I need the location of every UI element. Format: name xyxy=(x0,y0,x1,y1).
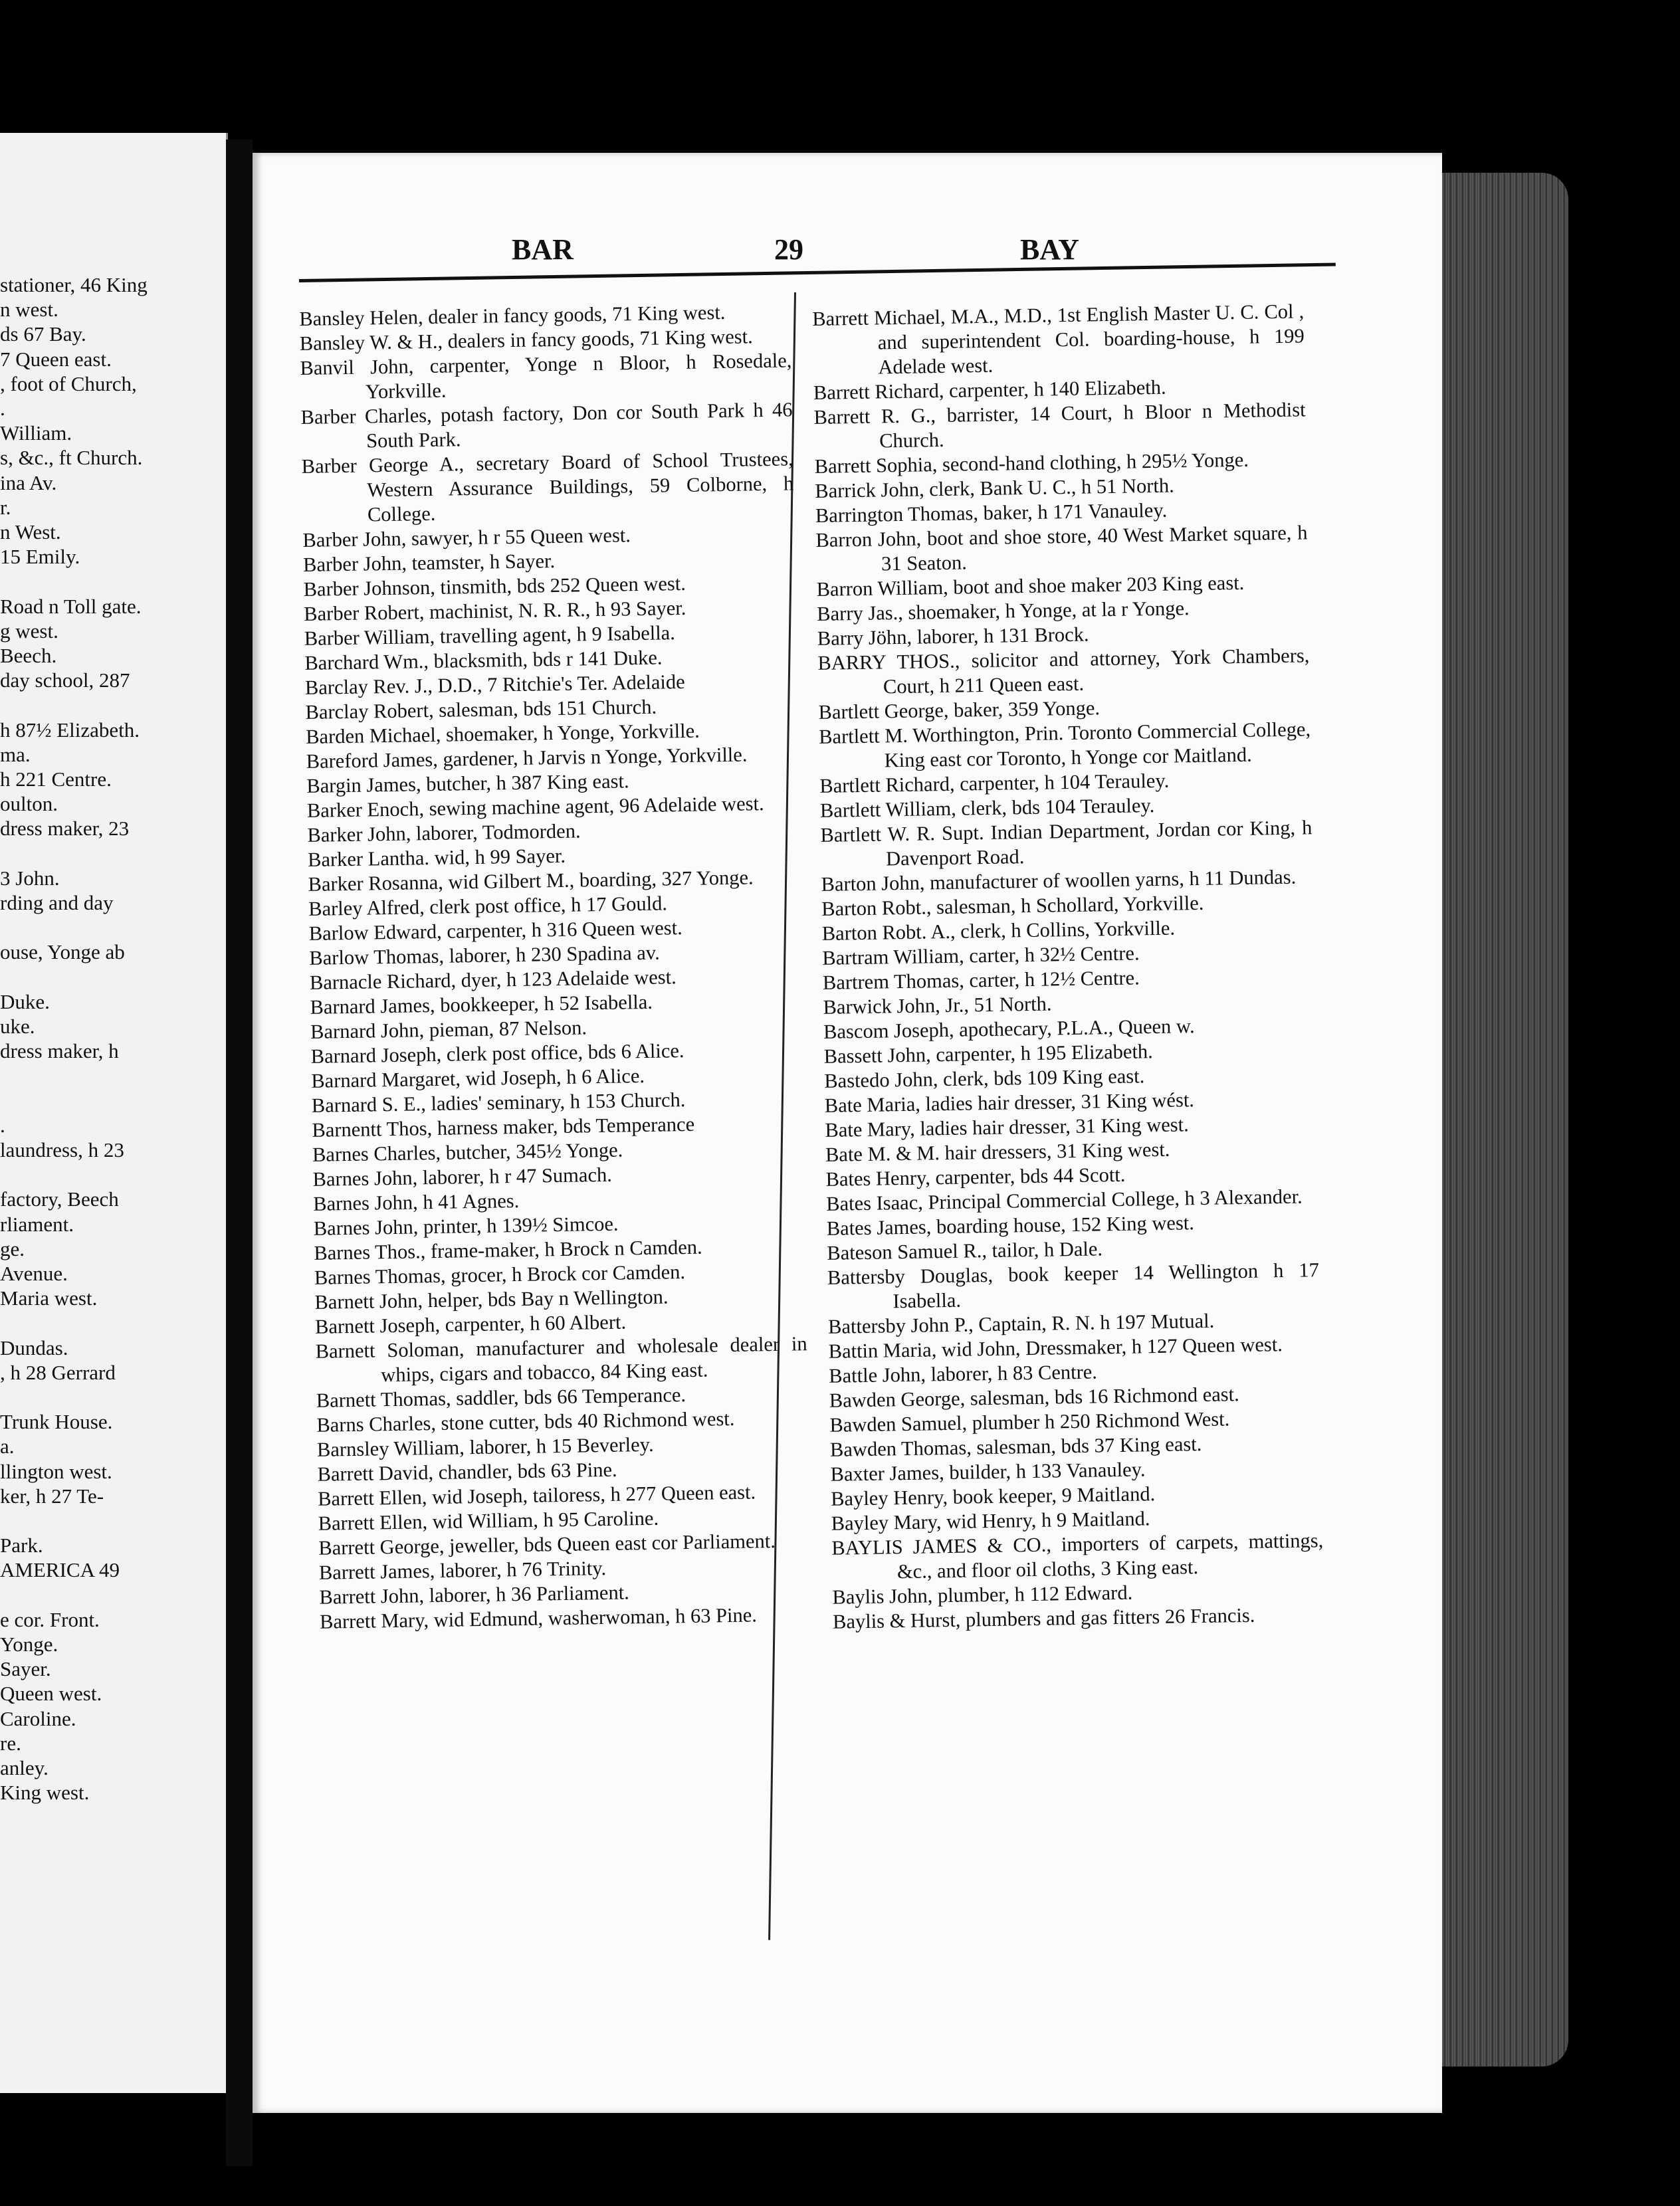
directory-entry: Barrett Richard, carpenter, h 140 Elizabeth. xyxy=(813,375,1166,404)
directory-entry: Barron John, boot and shoe store, 40 West Market square, h 31 Seaton. xyxy=(815,521,1308,575)
left-page-line: dress maker, 23 xyxy=(0,817,130,841)
directory-entry: Barton John, manufacturer of woollen yarns, h 11 Dundas. xyxy=(821,865,1297,896)
left-page-line: Duke. xyxy=(0,989,50,1013)
left-page-line: g west. xyxy=(0,619,58,643)
directory-entry: Barnes Thos., frame-maker, h Brock n Camden. xyxy=(314,1235,702,1264)
left-page-line: ma. xyxy=(0,742,31,766)
directory-entry: Barnard Margaret, wid Joseph, h 6 Alice. xyxy=(311,1064,645,1092)
directory-entry: Barrett David, chandler, bds 63 Pine. xyxy=(317,1458,617,1486)
directory-entry: Baxter James, builder, h 133 Vanauley. xyxy=(830,1458,1146,1486)
left-page-line: factory, Beech xyxy=(0,1187,119,1211)
left-page-fragment xyxy=(0,133,228,2093)
directory-entry: Barclay Rev. J., D.D., 7 Ritchie's Ter. Adelaide xyxy=(304,670,685,699)
left-page-line: anley. xyxy=(0,1756,49,1779)
directory-entry: Bascom Joseph, apothecary, P.L.A., Queen w. xyxy=(823,1015,1195,1043)
directory-column-left xyxy=(299,299,811,1634)
directory-column-right xyxy=(812,299,1324,1634)
left-page-line: Dundas. xyxy=(0,1336,68,1359)
left-page-line: n West. xyxy=(0,520,61,544)
directory-entry: Barnes John, h 41 Agnes. xyxy=(312,1189,520,1215)
left-page-line: h 87½ Elizabeth. xyxy=(0,718,140,742)
left-page-line: oulton. xyxy=(0,792,58,816)
directory-entry: Barnes John, printer, h 139½ Simcoe. xyxy=(313,1212,619,1240)
directory-entry: Barnes Thomas, grocer, h Brock cor Camden. xyxy=(314,1260,686,1289)
left-page-line: s, &c., ft Church. xyxy=(0,446,143,470)
directory-entry: Baylis John, plumber, h 112 Edward. xyxy=(832,1581,1133,1609)
directory-entry: Bates James, boarding house, 152 King west. xyxy=(826,1211,1195,1240)
directory-entry: Bate M. & M. hair dressers, 31 King west. xyxy=(825,1138,1170,1166)
directory-entry: Barber William, travelling agent, h 9 Isabella. xyxy=(304,621,676,650)
left-page-line: William. xyxy=(0,421,72,445)
directory-entry: Bawden Thomas, salesman, bds 37 King east. xyxy=(829,1433,1202,1461)
left-page-line: ge. xyxy=(0,1237,25,1260)
directory-entry: Barker Lantha. wid, h 99 Sayer. xyxy=(307,844,566,871)
directory-entry: Barden Michael, shoemaker, h Yonge, Yorkville. xyxy=(305,719,700,748)
running-head-right: BAY xyxy=(1020,233,1079,266)
directory-entry: Barton Robt. A., clerk, h Collins, Yorkville. xyxy=(821,916,1176,945)
left-page-line: ina Av. xyxy=(0,470,57,494)
left-page-line: AMERICA 49 xyxy=(0,1558,120,1582)
directory-entry: Bansley W. & H., dealers in fancy goods, 71 King west. xyxy=(299,325,753,355)
directory-entry: BARRY THOS., solicitor and attorney, York Chambers, Court, h 211 Queen east. xyxy=(817,644,1310,698)
directory-entry: Bartlett George, baker, 359 Yonge. xyxy=(818,696,1101,724)
page-edges xyxy=(1429,173,1568,2066)
directory-entry: Bartlett W. R. Supt. Indian Department, Jordan cor King, h Davenport Road. xyxy=(820,816,1312,870)
directory-entry: Battersby John P., Captain, R. N. h 197 Mutual. xyxy=(827,1309,1215,1338)
left-page-line: Park. xyxy=(0,1534,43,1557)
directory-entry: Bareford James, gardener, h Jarvis n Yonge, Yorkville. xyxy=(306,743,748,773)
left-page-line: dress maker, h xyxy=(0,1039,119,1063)
directory-entry: Barclay Robert, salesman, bds 151 Church. xyxy=(305,695,657,724)
directory-entry: BAYLIS JAMES & CO., importers of carpets, mattings, &c., and floor oil cloths, 3 King east. xyxy=(831,1529,1324,1583)
directory-entry: Barrett James, laborer, h 76 Trinity. xyxy=(318,1556,607,1584)
left-page-line: n west. xyxy=(0,298,58,322)
directory-entry: Bansley Helen, dealer in fancy goods, 71 King west. xyxy=(299,300,726,330)
directory-entry: Bartlett William, clerk, bds 104 Terauley. xyxy=(819,794,1155,822)
directory-entry: Bastedo John, clerk, bds 109 King east. xyxy=(824,1064,1145,1092)
directory-entry: Barrett John, laborer, h 36 Parliament. xyxy=(319,1581,630,1609)
directory-entry: Barlow Thomas, laborer, h 230 Spadina av. xyxy=(309,941,660,969)
directory-entry: Barber Robert, machinist, N. R. R., h 93 Sayer. xyxy=(303,596,686,625)
directory-entry: Barrett George, jeweller, bds Queen east cor Parliament. xyxy=(318,1529,776,1559)
directory-entry: Barrett R. G., barrister, 14 Court, h Bloor n Methodist Church. xyxy=(813,398,1306,452)
directory-entry: Barns Charles, stone cutter, bds 40 Richmond west. xyxy=(316,1407,735,1437)
left-page-line: re. xyxy=(0,1731,21,1755)
directory-entry: Barchard Wm., blacksmith, bds r 141 Duke. xyxy=(304,646,663,674)
directory-entry: Bartram William, carter, h 32½ Centre. xyxy=(822,942,1140,969)
book-gutter xyxy=(226,140,253,2166)
left-page-line: , h 28 Gerrard xyxy=(0,1360,116,1384)
left-page-line: llington west. xyxy=(0,1459,112,1483)
directory-entry: Barber John, sawyer, h r 55 Queen west. xyxy=(302,524,631,552)
directory-entry: Baylis & Hurst, plumbers and gas fitters 26 Francis. xyxy=(832,1603,1255,1633)
directory-entry: Bawden Samuel, plumber h 250 Richmond West. xyxy=(829,1407,1230,1437)
left-page-line: Trunk House. xyxy=(0,1410,113,1434)
left-page-line: . xyxy=(0,397,5,420)
directory-entry: Barrington Thomas, baker, h 171 Vanauley. xyxy=(815,498,1168,527)
left-page-line: h 221 Centre. xyxy=(0,767,112,791)
directory-entry: Bargin James, butcher, h 387 King east. xyxy=(306,769,629,797)
directory-entry: Barnes Charles, butcher, 345½ Yonge. xyxy=(312,1138,623,1166)
directory-entry: Barnard Joseph, clerk post office, bds 6 Alice. xyxy=(310,1039,684,1068)
left-page-line: day school, 287 xyxy=(0,668,130,692)
directory-entry: Barlow Edward, carpenter, h 316 Queen west. xyxy=(308,916,683,945)
directory-entry: Battle John, laborer, h 83 Centre. xyxy=(829,1360,1098,1387)
left-page-line: Road n Toll gate. xyxy=(0,594,142,618)
directory-entry: Barry Jas., shoemaker, h Yonge, at la r Yonge. xyxy=(816,597,1190,625)
directory-entry: Barnett John, helper, bds Bay n Wellington. xyxy=(314,1285,669,1314)
directory-entry: Barnard James, bookkeeper, h 52 Isabella. xyxy=(310,990,653,1019)
directory-entry: Barrett Ellen, wid William, h 95 Caroline. xyxy=(318,1506,659,1535)
left-page-line: laundress, h 23 xyxy=(0,1138,124,1161)
directory-entry: Barnett Thomas, saddler, bds 66 Temperance. xyxy=(316,1383,686,1412)
directory-entry: Barnard S. E., ladies' seminary, h 153 Church. xyxy=(311,1088,686,1117)
directory-entry: Barnes John, laborer, h r 47 Sumach. xyxy=(312,1163,613,1191)
directory-entry: Barry Jöhn, laborer, h 131 Brock. xyxy=(817,623,1089,650)
directory-entry: Barker John, laborer, Todmorden. xyxy=(307,819,581,847)
directory-entry: Barwick John, Jr., 51 North. xyxy=(823,992,1052,1019)
directory-entry: Barnsley William, laborer, h 15 Beverley. xyxy=(316,1433,654,1461)
left-page-line: ouse, Yonge ab xyxy=(0,940,125,964)
left-page-line: Avenue. xyxy=(0,1262,68,1285)
left-page-line: rding and day xyxy=(0,891,114,914)
left-page-line: stationer, 46 King xyxy=(0,273,148,296)
directory-entry: Barnett Soloman, manufacturer and wholesale dealer in whips, cigars and tobacco, 84 King east. xyxy=(315,1332,807,1387)
left-page-line: 3 John. xyxy=(0,866,60,890)
directory-entry: Bates Henry, carpenter, bds 44 Scott. xyxy=(825,1163,1126,1191)
directory-entry: Barnett Joseph, carpenter, h 60 Albert. xyxy=(314,1310,627,1338)
directory-entry: Bawden George, salesman, bds 16 Richmond east. xyxy=(829,1383,1239,1412)
directory-entry: Bate Maria, ladies hair dresser, 31 King wést. xyxy=(824,1088,1195,1117)
directory-entry: Barron William, boot and shoe maker 203 King east. xyxy=(816,571,1245,601)
directory-entry: Barrett Sophia, second-hand clothing, h 295½ Yonge. xyxy=(814,448,1249,478)
running-head-left: BAR xyxy=(512,233,574,266)
directory-entry: Bartrem Thomas, carter, h 12½ Centre. xyxy=(822,966,1140,994)
left-page-line: uke. xyxy=(0,1015,35,1038)
directory-entry: Barker Rosanna, wid Gilbert M., boarding, 327 Yonge. xyxy=(308,866,754,896)
left-page-line: Queen west. xyxy=(0,1682,102,1706)
left-page-line: Yonge. xyxy=(0,1633,58,1656)
directory-entry: Bartlett Richard, carpenter, h 104 Terauley. xyxy=(819,769,1170,797)
directory-entry: Bassett John, carpenter, h 195 Elizabeth. xyxy=(823,1040,1154,1068)
directory-entry: Barber John, teamster, h Sayer. xyxy=(302,549,556,576)
directory-entry: Battersby Douglas, book keeper 14 Wellington h 17 Isabella. xyxy=(827,1258,1320,1313)
left-page-line: ker, h 27 Te- xyxy=(0,1484,104,1508)
left-page-line: 7 Queen east. xyxy=(0,347,112,371)
left-page-line: r. xyxy=(0,495,11,519)
directory-entry: Barber Johnson, tinsmith, bds 252 Queen west. xyxy=(303,571,686,601)
left-page-line: , foot of Church, xyxy=(0,371,137,395)
left-page-line: ds 67 Bay. xyxy=(0,322,86,346)
left-page-line: e cor. Front. xyxy=(0,1607,100,1631)
directory-entry: Barley Alfred, clerk post office, h 17 Gould. xyxy=(308,892,668,920)
directory-entry: Barrett Ellen, wid Joseph, tailoress, h 277 Queen east. xyxy=(317,1480,756,1510)
page-number: 29 xyxy=(774,233,803,266)
directory-entry: Bate Mary, ladies hair dresser, 31 King west. xyxy=(825,1113,1190,1142)
directory-entry: Bates Isaac, Principal Commercial College, h 3 Alexander. xyxy=(825,1185,1303,1215)
left-page-line: King west. xyxy=(0,1781,90,1805)
directory-entry: Battin Maria, wid John, Dressmaker, h 127 Queen west. xyxy=(828,1333,1283,1363)
left-page-line: a. xyxy=(0,1435,15,1458)
left-page-line: . xyxy=(0,1113,5,1137)
left-page-line: Maria west. xyxy=(0,1286,98,1310)
left-page-line: Beech. xyxy=(0,644,57,667)
directory-entry: Barrick John, clerk, Bank U. C., h 51 North. xyxy=(815,474,1174,502)
directory-entry: Banvil John, carpenter, Yonge n Bloor, h Rosedale, Yorkville. xyxy=(300,349,792,403)
directory-entry: Barker Enoch, sewing machine agent, 96 Adelaide west. xyxy=(306,792,764,822)
directory-entry: Barber George A., secretary Board of School Trustees, Western Assurance Buildings, 59 Colborne, h College. xyxy=(301,447,794,526)
directory-entry: Barnentt Thos, harness maker, bds Temperance xyxy=(312,1112,695,1142)
left-page-line: 15 Emily. xyxy=(0,545,80,569)
left-page-line: Sayer. xyxy=(0,1657,51,1681)
directory-entry: Barnacle Richard, dyer, h 123 Adelaide west. xyxy=(309,965,677,994)
directory-entry: Barber Charles, potash factory, Don cor South Park h 46 South Park. xyxy=(300,398,793,452)
directory-entry: Barrett Mary, wid Edmund, washerwoman, h 63 Pine. xyxy=(319,1603,758,1633)
directory-entry: Barton Robt., salesman, h Schollard, Yorkville. xyxy=(821,891,1204,920)
left-page-line: rliament. xyxy=(0,1212,74,1236)
directory-entry: Bartlett M. Worthington, Prin. Toronto Commercial College, King east cor Toronto, h Yonge cor Maitland. xyxy=(818,718,1311,772)
directory-entry: Bayley Henry, book keeper, 9 Maitland. xyxy=(830,1482,1156,1510)
directory-entry: Barrett Michael, M.A., M.D., 1st English Master U. C. Col , and superintendent Col. boarding-house, h 199 Adelade west. xyxy=(812,300,1305,379)
directory-entry: Barnard John, pieman, 87 Nelson. xyxy=(310,1016,587,1043)
left-page-line: Caroline. xyxy=(0,1706,76,1730)
directory-entry: Bateson Samuel R., tailor, h Dale. xyxy=(827,1237,1103,1264)
directory-entry: Bayley Mary, wid Henry, h 9 Maitland. xyxy=(831,1507,1150,1535)
